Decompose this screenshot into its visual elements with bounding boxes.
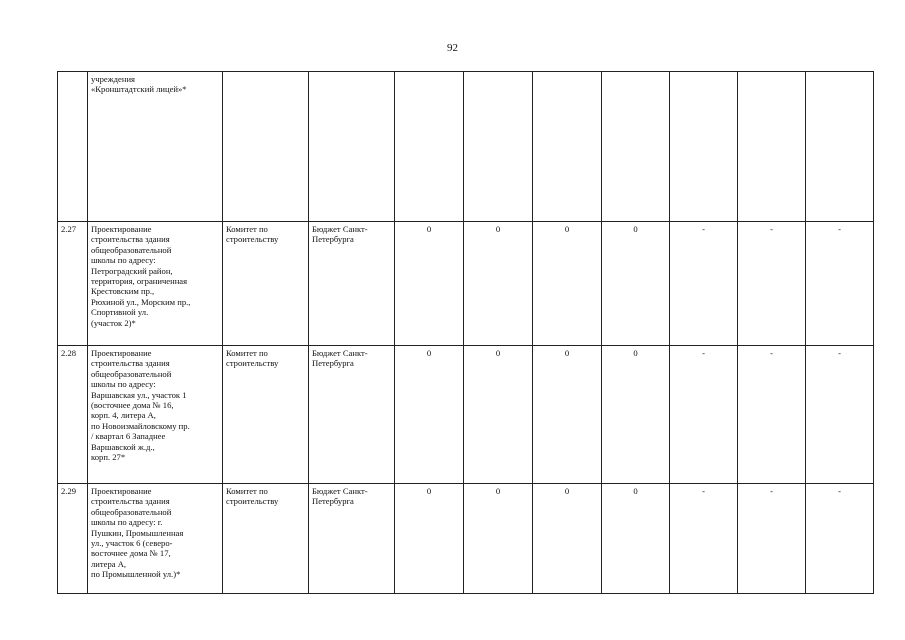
row-value: 0 xyxy=(533,484,602,594)
row-number xyxy=(58,72,88,222)
row-value: 0 xyxy=(464,484,533,594)
row-executor: Комитет по строительству xyxy=(223,346,309,484)
row-name: Проектирование строительства здания общеобразовательной школы по адресу: г. Пушкин, Промышленная ул., участок 6 (северо- восточнее дома № 17, литера А, по Промышленной ул.)* xyxy=(88,484,223,594)
row-executor: Комитет по строительству xyxy=(223,484,309,594)
table-row xyxy=(58,346,874,484)
row-value: 0 xyxy=(533,222,602,346)
row-value xyxy=(670,72,738,222)
row-value: 0 xyxy=(395,484,464,594)
row-value: - xyxy=(670,346,738,484)
row-value xyxy=(602,72,670,222)
row-value: - xyxy=(806,346,874,484)
row-source: Бюджет Санкт- Петербурга xyxy=(309,484,395,594)
page-number: 92 xyxy=(447,42,458,54)
row-value: 0 xyxy=(602,346,670,484)
row-executor: Комитет по строительству xyxy=(223,222,309,346)
row-value: 0 xyxy=(395,346,464,484)
row-source: Бюджет Санкт- Петербурга xyxy=(309,222,395,346)
row-executor xyxy=(223,72,309,222)
row-name: Проектирование строительства здания общеобразовательной школы по адресу: Варшавская ул., участок 1 (восточнее дома № 16, корп. 4, литера А, по Новоизмайловскому пр. / квартал 6 Западнее Варшавской ж.д., корп. 27* xyxy=(88,346,223,484)
row-value xyxy=(738,72,806,222)
program-table xyxy=(57,71,874,594)
table-row xyxy=(58,484,874,594)
row-value: 0 xyxy=(464,222,533,346)
row-value: - xyxy=(738,346,806,484)
row-name: Проектирование строительства здания общеобразовательной школы по адресу: Петроградский район, территория, ограниченная Крестовским пр., Рюхиной ул., Морским пр., Спортивной ул. (участок 2)* xyxy=(88,222,223,346)
row-number: 2.27 xyxy=(58,222,88,346)
row-value xyxy=(464,72,533,222)
row-value xyxy=(806,72,874,222)
row-value: - xyxy=(738,222,806,346)
row-value: 0 xyxy=(533,346,602,484)
row-number: 2.28 xyxy=(58,346,88,484)
row-value: 0 xyxy=(602,484,670,594)
row-value: - xyxy=(738,484,806,594)
row-value: - xyxy=(806,222,874,346)
row-value: - xyxy=(806,484,874,594)
row-source: Бюджет Санкт- Петербурга xyxy=(309,346,395,484)
table-row xyxy=(58,222,874,346)
row-name: учреждения «Кронштадтский лицей»* xyxy=(88,72,223,222)
row-number: 2.29 xyxy=(58,484,88,594)
row-value: 0 xyxy=(464,346,533,484)
row-value: - xyxy=(670,222,738,346)
row-source xyxy=(309,72,395,222)
row-value xyxy=(395,72,464,222)
row-value: 0 xyxy=(395,222,464,346)
row-value: 0 xyxy=(602,222,670,346)
table-row xyxy=(58,72,874,222)
row-value: - xyxy=(670,484,738,594)
row-value xyxy=(533,72,602,222)
